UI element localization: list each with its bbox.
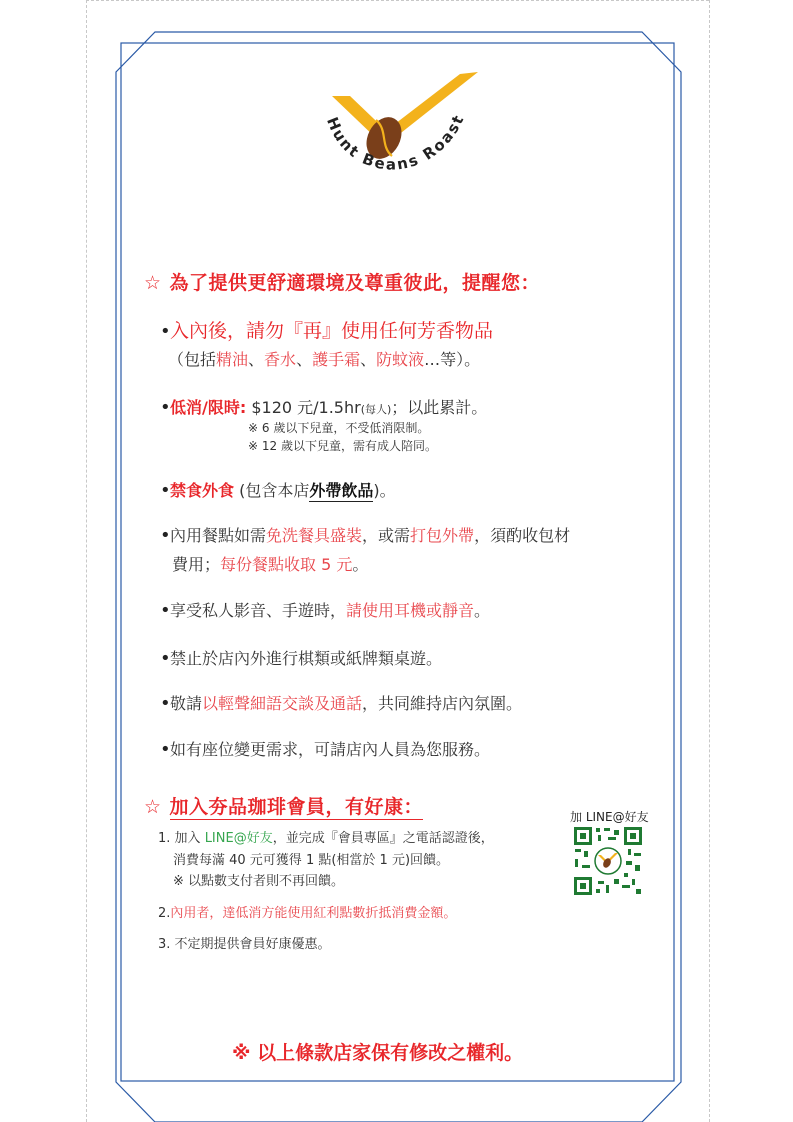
member-points-rule: 消費每滿 40 元可獲得 1 點(相當於 1 元)回饋。	[173, 853, 450, 868]
member-heading	[144, 792, 423, 819]
rule-pack-part1: 內用餐點如需	[170, 526, 267, 545]
qr-label-text: 加 LINE@好友	[570, 810, 649, 824]
rule-seat-text: 如有座位變更需求，可請店內人員為您服務。	[170, 740, 491, 759]
qr-code-icon	[572, 825, 644, 897]
detail-sep: 、	[360, 350, 377, 369]
member-item-3-text: 不定期提供會員好康優惠。	[174, 937, 331, 952]
rule-pack-takeout: 打包外帶	[410, 526, 475, 545]
rule-item-no-board-games	[160, 646, 442, 669]
member-item-2-text: 內用者，達低消方能使用紅利點數折抵消費金額。	[170, 906, 457, 921]
detail-sep: 、	[248, 350, 265, 369]
qr-label	[570, 808, 649, 825]
rule-media-end: 。	[474, 601, 491, 620]
bullet-icon: •	[160, 397, 171, 418]
rule-pack-fee-amount: 每份餐點收取 5 元	[220, 555, 353, 574]
rule-fragrance-detail	[168, 347, 480, 370]
brand-name-text: Hunt Beans Roast	[323, 111, 469, 174]
footer-disclaimer	[232, 1038, 523, 1065]
member-item-1-line3	[173, 870, 344, 889]
brand-logo	[314, 66, 484, 196]
rule-quiet-end: ，共同維持店內氛圍。	[362, 694, 523, 713]
rule-min-note-1	[248, 419, 429, 436]
bullet-icon: •	[160, 693, 171, 714]
rule-pack-line2	[172, 552, 368, 575]
rule-item-fragrance	[160, 316, 493, 343]
detail-suffix: …等）。	[424, 350, 481, 369]
rule-item-quiet	[160, 691, 522, 714]
detail-essential-oil: 精油	[216, 350, 249, 369]
rule-pack-part3: ，須酌收包材	[474, 526, 571, 545]
rule-min-rest: ；以此累計。	[391, 398, 488, 417]
detail-hand-cream: 護手霜	[312, 350, 361, 369]
detail-prefix: （包括	[168, 350, 217, 369]
rule-food-end: )。	[373, 481, 396, 500]
footer-text: ※ 以上條款店家保有修改之權利。	[232, 1042, 524, 1064]
rule-pack-part2: ，或需	[362, 526, 411, 545]
bullet-icon: •	[160, 321, 171, 342]
rule-food-mid: (包含本店	[234, 481, 310, 500]
rule-min-value: $120 元/1.5hr	[246, 398, 361, 417]
rule-min-lead: 低消/限時:	[170, 398, 247, 417]
bullet-icon: •	[160, 648, 171, 669]
bullet-icon: •	[160, 600, 171, 621]
rule-item-minimum-charge	[160, 395, 487, 418]
member-item-2-num: 2.	[158, 906, 171, 921]
rule-quiet-part1: 敬請	[170, 694, 203, 713]
member-item-1-num: 1.	[158, 831, 171, 846]
member-item-3	[158, 933, 331, 952]
rule-pack-fee-label: 費用；	[172, 555, 221, 574]
rule-games-text: 禁止於店內外進行棋類或紙牌類桌遊。	[170, 649, 443, 668]
detail-mosquito-repellent: 防蚊液	[376, 350, 425, 369]
member-points-note: ※ 以點數支付者則不再回饋。	[173, 874, 345, 889]
note-under-12: ※ 12 歲以下兒童，需有成人陪同。	[248, 439, 437, 453]
member-item-1-part1: 加入	[174, 831, 205, 846]
rule-media-part1: 享受私人影音、手遊時，	[170, 601, 347, 620]
rule-min-note-2	[248, 437, 437, 454]
rule-food-underlined: 外帶飲品	[309, 481, 374, 500]
rule-item-headphones	[160, 598, 490, 621]
rules-heading-text: 為了提供更舒適環境及尊重彼此，提醒您：	[169, 272, 541, 294]
bullet-icon: •	[160, 525, 171, 546]
note-under-6: ※ 6 歲以下兒童，不受低消限制。	[248, 421, 430, 435]
rule-pack-end: 。	[352, 555, 369, 574]
rule-quiet-red: 以輕聲細語交談及通話	[202, 694, 363, 713]
coffee-bean-chevron-icon	[314, 66, 484, 196]
rule-fragrance-lead: 入內後，請勿『再』使用任何芳香物品	[170, 320, 494, 342]
star-icon: ☆	[144, 272, 162, 294]
member-item-1	[158, 827, 494, 846]
rule-item-seat-change	[160, 737, 490, 760]
rule-min-unit: (每人)	[360, 403, 392, 416]
detail-perfume: 香水	[264, 350, 297, 369]
bullet-icon: •	[160, 480, 171, 501]
star-icon: ☆	[144, 796, 162, 818]
rule-item-packaging-fee	[160, 523, 570, 546]
rule-media-red: 請使用耳機或靜音	[346, 601, 475, 620]
rule-pack-disposable: 免洗餐具盛裝	[266, 526, 363, 545]
member-item-1-part2: ，並完成『會員專區』之電話認證後，	[272, 831, 494, 846]
member-heading-text: 加入夯品珈琲會員，有好康：	[169, 796, 424, 818]
member-item-2	[158, 902, 456, 921]
bullet-icon: •	[160, 739, 171, 760]
detail-sep: 、	[296, 350, 313, 369]
member-item-3-num: 3.	[158, 937, 171, 952]
line-qr-code[interactable]	[572, 825, 644, 897]
member-item-1-line2	[173, 849, 449, 868]
rule-food-lead: 禁食外食	[170, 481, 235, 500]
member-line-friend-link[interactable]: LINE@好友	[204, 831, 273, 846]
rules-heading	[144, 268, 540, 295]
rule-item-no-outside-food	[160, 478, 396, 501]
